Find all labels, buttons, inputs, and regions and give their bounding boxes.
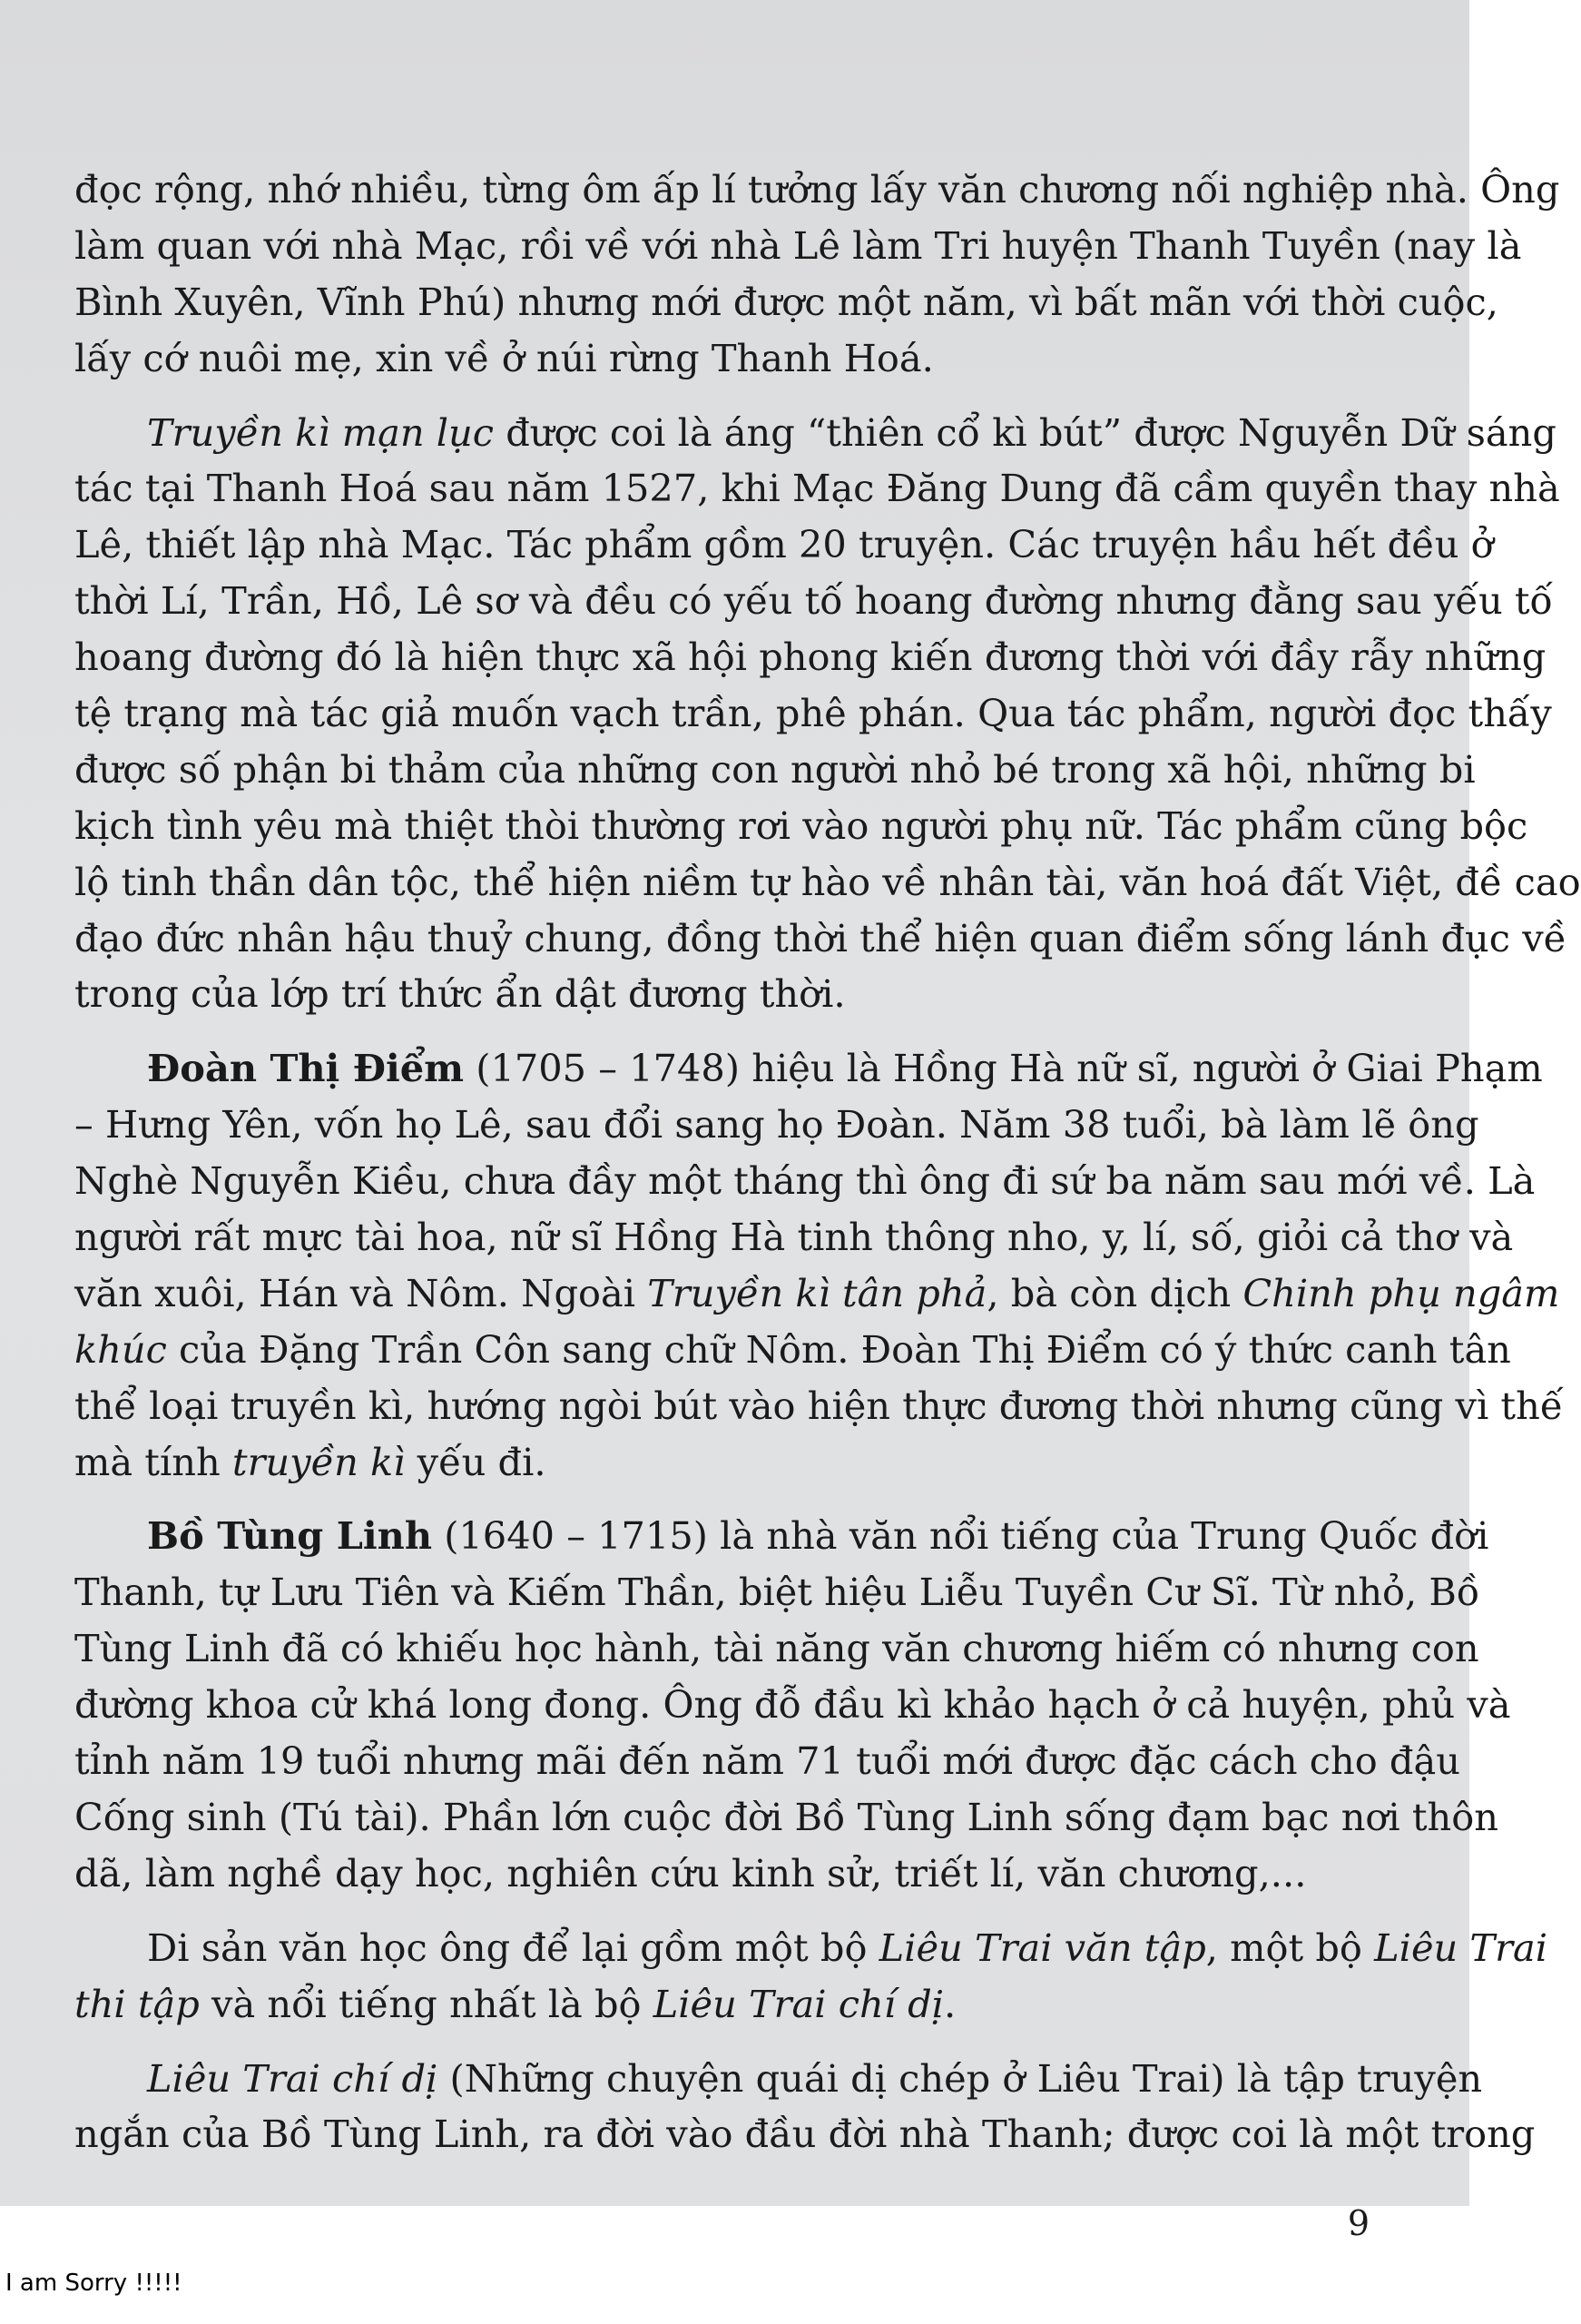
text-line-rich: thi tập và nổi tiếng nhất là bộ Liêu Trai chí dị. (74, 1981, 957, 2026)
text-line-rich: Đoàn Thị Điểm (1705 – 1748) hiệu là Hồng Hà nữ sĩ, người ở Giai Phạm (147, 1046, 1543, 1091)
paragraph-nguyen-du-bio (74, 162, 1560, 387)
text-line: Nghè Nguyễn Kiều, chưa đầy một tháng thì ông đi sứ ba năm sau mới về. Là (74, 1158, 1536, 1204)
text-line: thời Lí, Trần, Hồ, Lê sơ và đều có yếu tố hoang đường nhưng đằng sau yếu tố (74, 578, 1553, 624)
text-line-rich: văn xuôi, Hán và Nôm. Ngoài Truyền kì tân phả, bà còn dịch Chinh phụ ngâm (74, 1270, 1560, 1315)
text-line: đường khoa cử khá long đong. Ông đỗ đầu kì khảo hạch ở cả huyện, phủ và (74, 1682, 1511, 1728)
text-line: dã, làm nghề dạy học, nghiên cứu kinh sử, triết lí, văn chương,... (74, 1850, 1307, 1896)
text-line: hoang đường đó là hiện thực xã hội phong kiến đương thời với đầy rẫy những (74, 635, 1547, 680)
footer-note: I am Sorry !!!!! (5, 2270, 182, 2297)
text-line: Bình Xuyên, Vĩnh Phú) nhưng mới được một năm, vì bất mãn với thời cuộc, (74, 279, 1498, 324)
page-number: 9 (1347, 2203, 1370, 2243)
text-line: lộ tinh thần dân tộc, thể hiện niềm tự hào về nhân tài, văn hoá đất Việt, đề cao (74, 859, 1581, 904)
text-line: đạo đức nhân hậu thuỷ chung, đồng thời thể hiện quan điểm sống lánh đục về (74, 915, 1567, 960)
text-line-rich: mà tính truyền kì yếu đi. (74, 1439, 546, 1484)
text-line: – Hưng Yên, vốn họ Lê, sau đổi sang họ Đoàn. Năm 38 tuổi, bà làm lẽ ông (74, 1102, 1479, 1147)
paragraph-truyen-ki-man-luc (74, 405, 1581, 1023)
text-line: được số phận bi thảm của những con người nhỏ bé trong xã hội, những bi (74, 746, 1476, 792)
page-body (74, 162, 1581, 2162)
text-line: lấy cớ nuôi mẹ, xin về ở núi rừng Thanh Hoá. (74, 335, 934, 380)
paragraph-bo-tung-linh (74, 1508, 1511, 1901)
text-line-rich: Liêu Trai chí dị (Những chuyện quái dị chép ở Liêu Trai) là tập truyện (147, 2055, 1483, 2101)
text-line: tệ trạng mà tác giả muốn vạch trần, phê phán. Qua tác phẩm, người đọc thấy (74, 691, 1552, 736)
paragraph-lieu-trai-chi-di (74, 2051, 1536, 2163)
text-line: Thanh, tự Lưu Tiên và Kiếm Thần, biệt hiệu Liễu Tuyền Cư Sĩ. Từ nhỏ, Bồ (74, 1570, 1480, 1615)
text-line: người rất mực tài hoa, nữ sĩ Hồng Hà tinh thông nho, y, lí, số, giỏi cả thơ và (74, 1215, 1514, 1260)
text-line: ngắn của Bồ Tùng Linh, ra đời vào đầu đời nhà Thanh; được coi là một trong (74, 2112, 1536, 2157)
text-line: Cống sinh (Tú tài). Phần lớn cuộc đời Bồ Tùng Linh sống đạm bạc nơi thôn (74, 1794, 1498, 1839)
text-line-rich: Truyền kì mạn lục được coi là áng “thiên cổ kì bút” được Nguyễn Dữ sáng (147, 409, 1556, 455)
text-line-rich: Di sản văn học ông để lại gồm một bộ Liêu Trai văn tập, một bộ Liêu Trai (147, 1925, 1547, 1970)
text-line-rich: khúc của Đặng Trần Côn sang chữ Nôm. Đoàn Thị Điểm có ý thức canh tân (74, 1326, 1511, 1372)
text-line: làm quan với nhà Mạc, rồi về với nhà Lê làm Tri huyện Thanh Tuyền (nay là (74, 222, 1522, 268)
text-line: Tùng Linh đã có khiếu học hành, tài năng văn chương hiếm có nhưng con (74, 1626, 1479, 1671)
paragraph-di-san (74, 1920, 1547, 2033)
text-line: Lê, thiết lập nhà Mạc. Tác phẩm gồm 20 truyện. Các truyện hầu hết đều ở (74, 522, 1494, 567)
text-line: đọc rộng, nhớ nhiều, từng ôm ấp lí tưởng lấy văn chương nối nghiệp nhà. Ông (74, 167, 1560, 212)
text-line: kịch tình yêu mà thiệt thòi thường rơi vào người phụ nữ. Tác phẩm cũng bộc (74, 803, 1528, 848)
text-line: thể loại truyền kì, hướng ngòi bút vào hiện thực đương thời nhưng cũng vì thế (74, 1383, 1564, 1428)
text-line: tác tại Thanh Hoá sau năm 1527, khi Mạc Đăng Dung đã cầm quyền thay nhà (74, 466, 1560, 511)
text-line-rich: Bồ Tùng Linh (1640 – 1715) là nhà văn nổi tiếng của Trung Quốc đời (147, 1513, 1489, 1559)
paragraph-doan-thi-diem (74, 1040, 1564, 1490)
text-line: trong của lớp trí thức ẩn dật đương thời. (74, 971, 846, 1017)
text-line: tỉnh năm 19 tuổi nhưng mãi đến năm 71 tuổi mới được đặc cách cho đậu (74, 1738, 1460, 1784)
